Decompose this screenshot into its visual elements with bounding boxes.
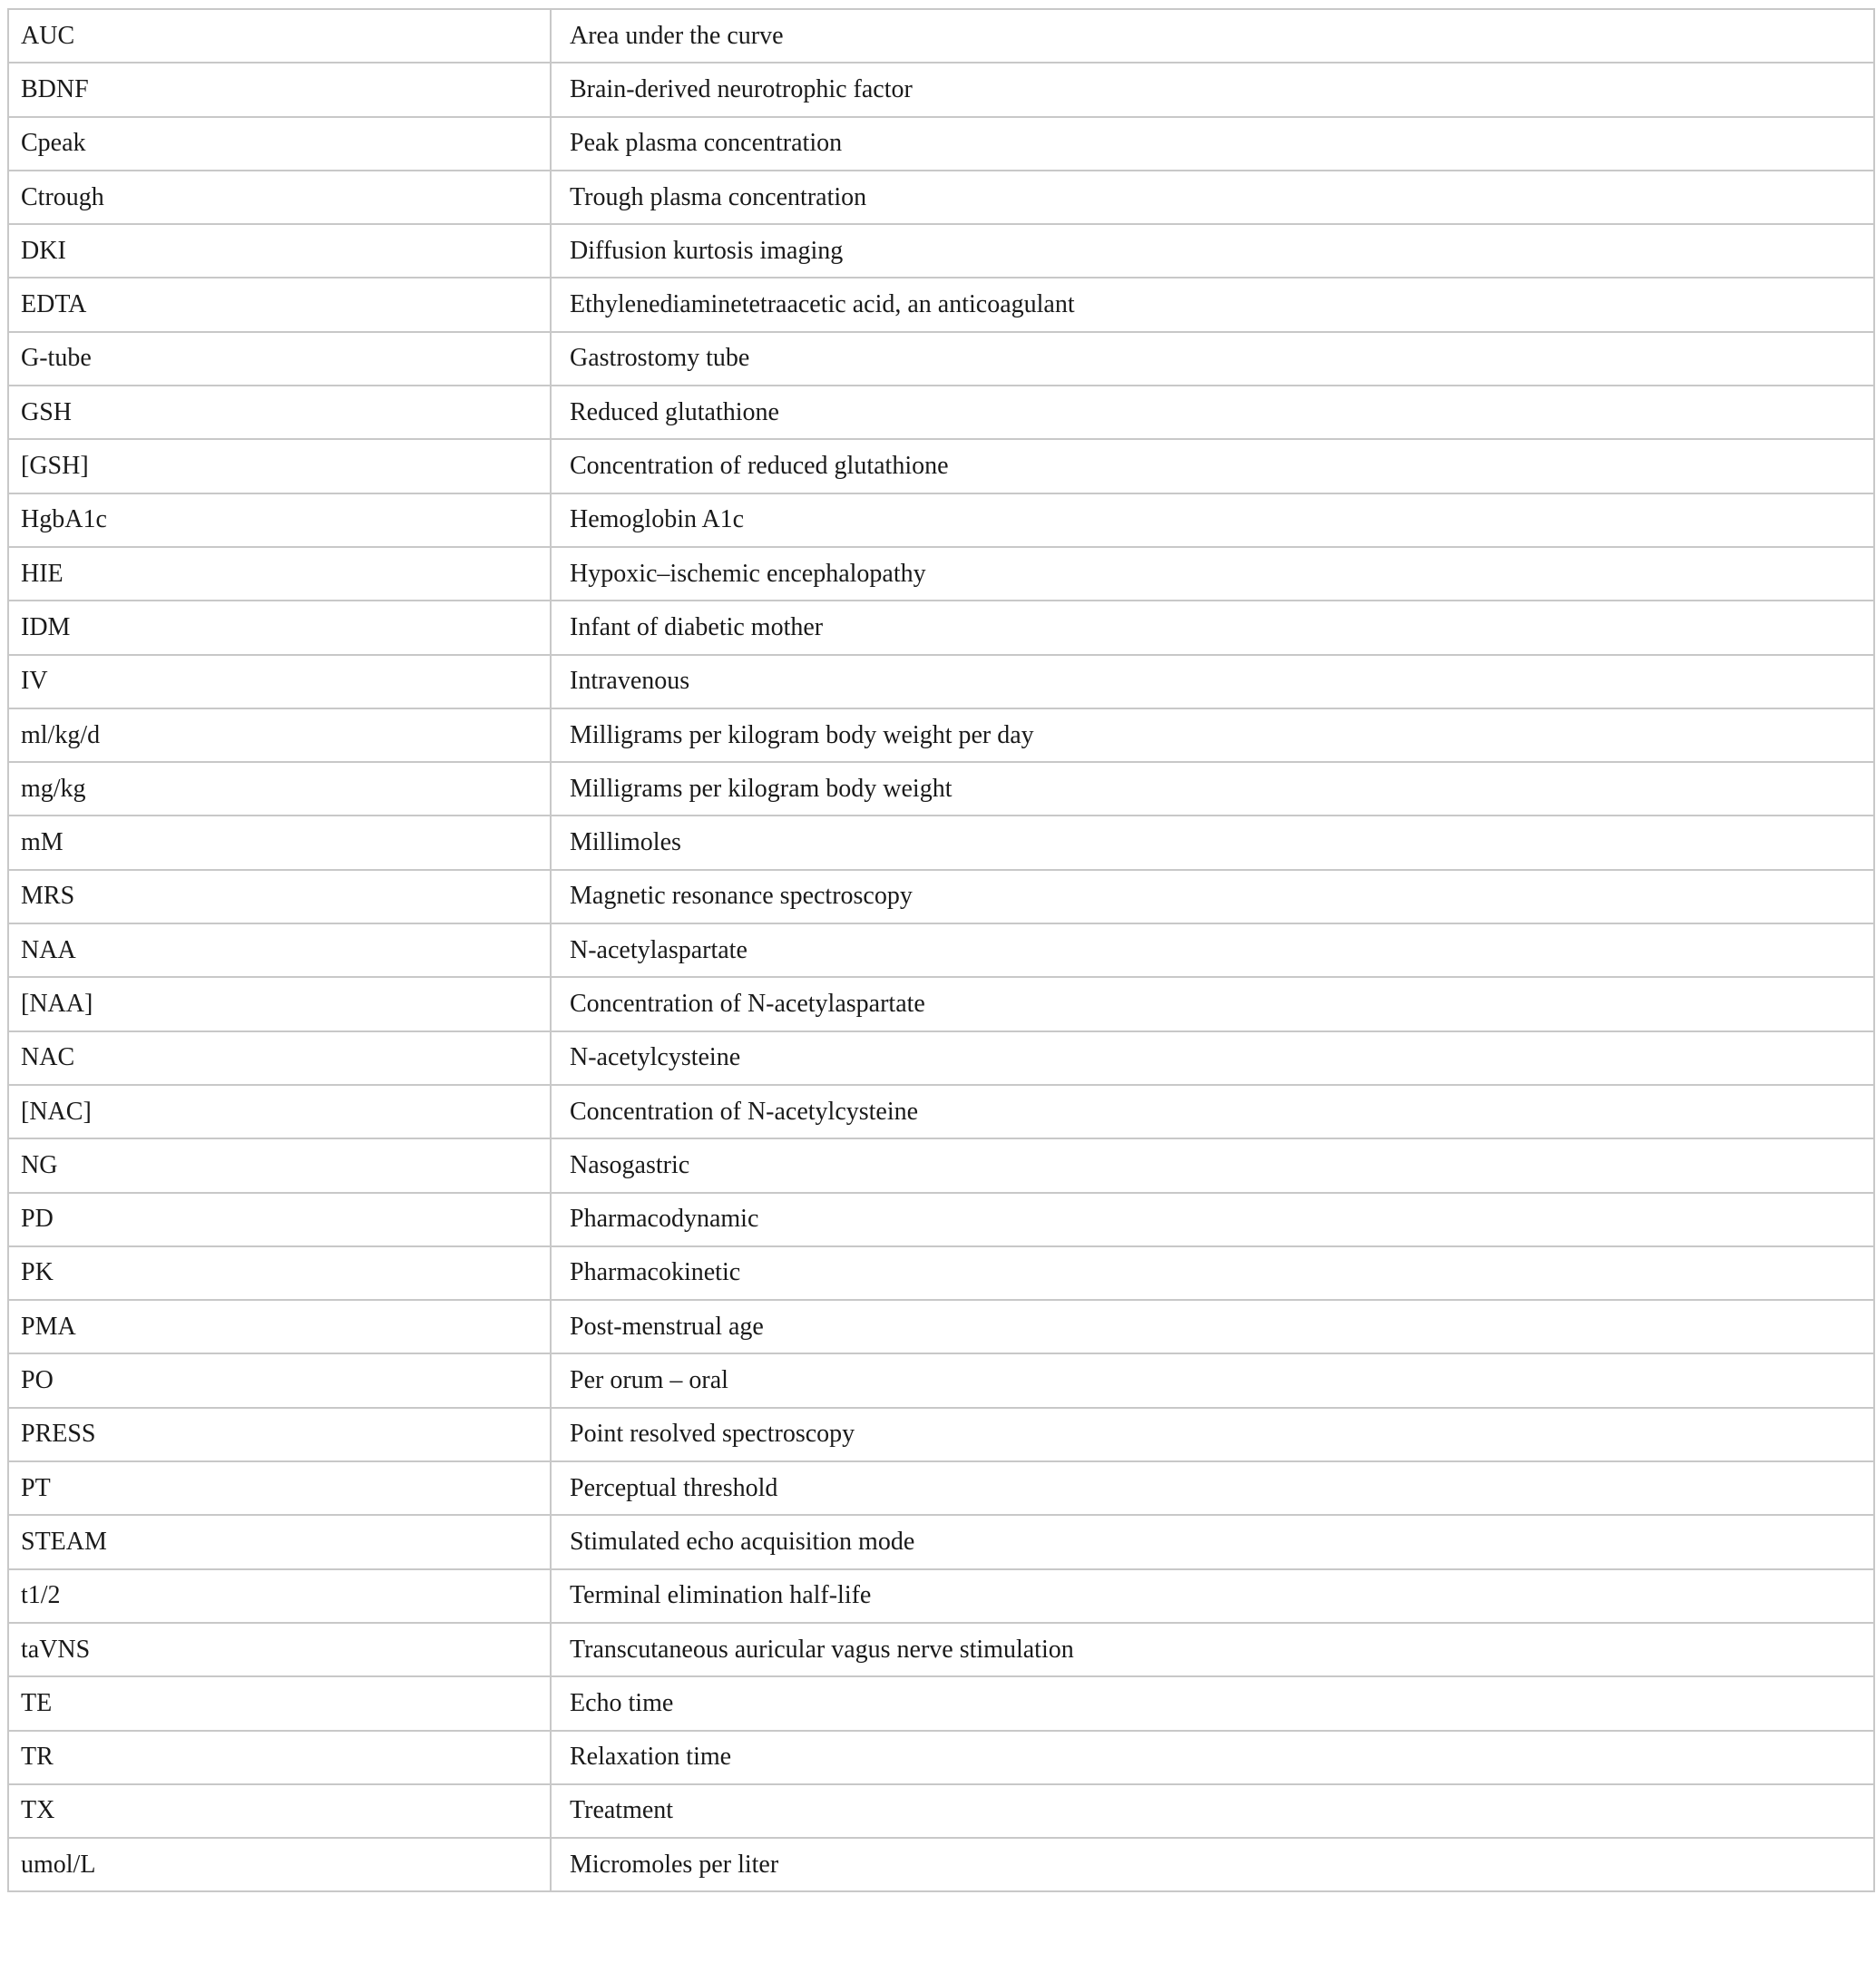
table-row [8,1784,1874,1838]
definition-cell: Stimulated echo acquisition mode [551,1515,1874,1568]
abbreviation-cell: PRESS [8,1408,551,1461]
table-row [8,1246,1874,1300]
table-row [8,1353,1874,1407]
definition-cell: N-acetylaspartate [551,923,1874,977]
definition-cell: Hemoglobin A1c [551,493,1874,547]
abbreviation-cell: STEAM [8,1515,551,1568]
table-row [8,1193,1874,1246]
table-row [8,655,1874,708]
definition-cell: Diffusion kurtosis imaging [551,224,1874,278]
abbreviation-cell: PMA [8,1300,551,1353]
table-row [8,1838,1874,1891]
table-row [8,439,1874,493]
table-row [8,63,1874,116]
table-row [8,493,1874,547]
definition-cell: Reduced glutathione [551,386,1874,439]
table-row [8,1515,1874,1568]
definition-cell: Area under the curve [551,9,1874,63]
abbreviation-cell: PD [8,1193,551,1246]
table-row [8,601,1874,654]
abbreviation-cell: DKI [8,224,551,278]
definition-cell: Treatment [551,1784,1874,1838]
table-row [8,224,1874,278]
table-row [8,547,1874,601]
abbreviation-cell: PK [8,1246,551,1300]
definition-cell: Pharmacodynamic [551,1193,1874,1246]
table-row [8,816,1874,869]
abbreviation-cell: PT [8,1461,551,1515]
definition-cell: Perceptual threshold [551,1461,1874,1515]
definition-cell: Micromoles per liter [551,1838,1874,1891]
abbreviation-cell: NG [8,1138,551,1192]
abbreviation-cell: umol/L [8,1838,551,1891]
table-row [8,1676,1874,1730]
definition-cell: Millimoles [551,816,1874,869]
definition-cell: Echo time [551,1676,1874,1730]
definition-cell: Brain-derived neurotrophic factor [551,63,1874,116]
abbreviation-cell: TE [8,1676,551,1730]
definition-cell: Terminal elimination half-life [551,1569,1874,1623]
abbreviation-cell: PO [8,1353,551,1407]
abbreviation-cell: TX [8,1784,551,1838]
abbreviation-cell: GSH [8,386,551,439]
abbreviation-cell: mM [8,816,551,869]
table-row [8,762,1874,816]
abbreviation-cell: NAA [8,923,551,977]
abbreviation-cell: taVNS [8,1623,551,1676]
definition-cell: Milligrams per kilogram body weight [551,762,1874,816]
definition-cell: N-acetylcysteine [551,1031,1874,1085]
table-row [8,1085,1874,1138]
definition-cell: Post-menstrual age [551,1300,1874,1353]
abbreviations-table [7,8,1875,1892]
definition-cell: Infant of diabetic mother [551,601,1874,654]
definition-cell: Trough plasma concentration [551,171,1874,224]
table-row [8,1300,1874,1353]
definition-cell: Relaxation time [551,1731,1874,1784]
table-row [8,1138,1874,1192]
definition-cell: Nasogastric [551,1138,1874,1192]
definition-cell: Gastrostomy tube [551,332,1874,386]
table-row [8,9,1874,63]
table-row [8,870,1874,923]
table-row [8,171,1874,224]
abbreviations-table-body [8,9,1874,1891]
abbreviation-cell: MRS [8,870,551,923]
table-row [8,332,1874,386]
abbreviation-cell: EDTA [8,278,551,331]
definition-cell: Pharmacokinetic [551,1246,1874,1300]
table-row [8,1031,1874,1085]
definition-cell: Hypoxic–ischemic encephalopathy [551,547,1874,601]
definition-cell: Concentration of reduced glutathione [551,439,1874,493]
abbreviation-cell: ml/kg/d [8,708,551,762]
table-row [8,1569,1874,1623]
definition-cell: Magnetic resonance spectroscopy [551,870,1874,923]
abbreviation-cell: NAC [8,1031,551,1085]
abbreviation-cell: HgbA1c [8,493,551,547]
table-row [8,117,1874,171]
table-row [8,1408,1874,1461]
abbreviation-cell: [NAA] [8,977,551,1030]
abbreviation-cell: mg/kg [8,762,551,816]
definition-cell: Concentration of N-acetylaspartate [551,977,1874,1030]
abbreviation-cell: IDM [8,601,551,654]
abbreviation-cell: [GSH] [8,439,551,493]
table-row [8,386,1874,439]
abbreviation-cell: [NAC] [8,1085,551,1138]
abbreviation-cell: IV [8,655,551,708]
table-row [8,977,1874,1030]
abbreviation-cell: BDNF [8,63,551,116]
table-row [8,1623,1874,1676]
abbreviation-cell: AUC [8,9,551,63]
definition-cell: Milligrams per kilogram body weight per day [551,708,1874,762]
table-row [8,1461,1874,1515]
abbreviation-cell: Cpeak [8,117,551,171]
definition-cell: Concentration of N-acetylcysteine [551,1085,1874,1138]
definition-cell: Per orum – oral [551,1353,1874,1407]
abbreviation-cell: Ctrough [8,171,551,224]
definition-cell: Intravenous [551,655,1874,708]
abbreviation-cell: TR [8,1731,551,1784]
table-row [8,1731,1874,1784]
abbreviation-cell: t1/2 [8,1569,551,1623]
definition-cell: Point resolved spectroscopy [551,1408,1874,1461]
table-row [8,278,1874,331]
abbreviation-cell: HIE [8,547,551,601]
definition-cell: Peak plasma concentration [551,117,1874,171]
table-row [8,708,1874,762]
abbreviation-cell: G-tube [8,332,551,386]
table-row [8,923,1874,977]
definition-cell: Transcutaneous auricular vagus nerve stimulation [551,1623,1874,1676]
definition-cell: Ethylenediaminetetraacetic acid, an anticoagulant [551,278,1874,331]
